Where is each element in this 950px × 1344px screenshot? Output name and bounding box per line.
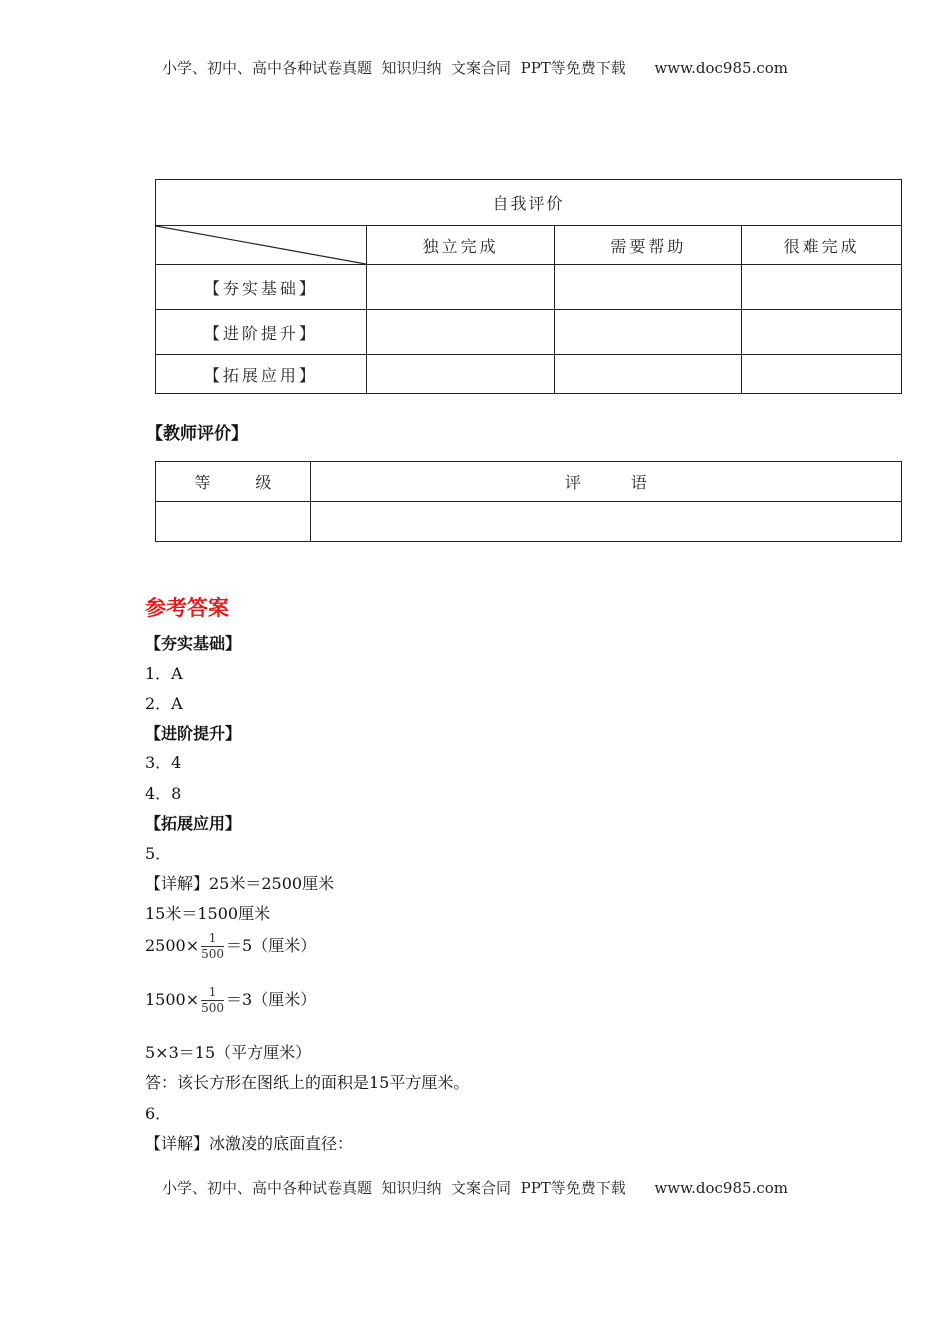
page-footer: 小学、初中、高中各种试卷真题 知识归纳 文案合同 PPT等免费下载 www.doc985.com — [161, 1179, 788, 1197]
page-header: 小学、初中、高中各种试卷真题 知识归纳 文案合同 PPT等免费下载 www.doc985.com — [161, 59, 788, 77]
empty-cell — [742, 310, 902, 355]
grade-header: 等 级 — [156, 462, 311, 502]
fraction: $\frac{1}{500}$ — [201, 931, 225, 961]
empty-cell — [366, 310, 555, 355]
fraction-line: 2500× $\frac{1}{500}$ ＝5（厘米） — [145, 931, 317, 961]
col-header: 独立完成 — [366, 226, 555, 265]
table-row — [156, 265, 902, 310]
empty-cell — [555, 265, 742, 310]
table-row — [156, 310, 902, 355]
teacher-eval-label: 【教师评价】 — [146, 424, 248, 444]
answer-line: 【详解】25米＝2500厘米 — [145, 874, 335, 893]
teacher-evaluation-table — [155, 461, 902, 542]
answer-line: 【详解】冰激凌的底面直径： — [145, 1134, 354, 1153]
comment-cell — [310, 502, 901, 542]
answer-line: 5． — [145, 844, 172, 863]
diagonal-header-cell — [156, 226, 367, 265]
row-label: 【夯实基础】 — [156, 265, 367, 310]
self-evaluation-table — [155, 179, 902, 394]
row-label: 【拓展应用】 — [156, 355, 367, 394]
col-header: 需要帮助 — [555, 226, 742, 265]
diagonal-line — [156, 226, 366, 264]
answer-line: 6． — [145, 1104, 172, 1123]
col-header: 很难完成 — [742, 226, 902, 265]
section-heading: 【进阶提升】 — [145, 724, 242, 743]
fraction-line: 1500× $\frac{1}{500}$ ＝3（厘米） — [145, 985, 317, 1015]
empty-cell — [742, 265, 902, 310]
fraction: $\frac{1}{500}$ — [201, 985, 225, 1015]
answer-line: 3．4 — [145, 753, 182, 772]
comment-header: 评 语 — [310, 462, 901, 502]
empty-cell — [742, 355, 902, 394]
answer-line: 15米＝1500厘米 — [145, 904, 271, 923]
empty-cell — [555, 355, 742, 394]
row-label: 【进阶提升】 — [156, 310, 367, 355]
grade-cell — [156, 502, 311, 542]
self-eval-title: 自我评价 — [156, 180, 902, 226]
answer-line: 1．A — [145, 664, 183, 683]
empty-cell — [366, 265, 555, 310]
answer-line: 4．8 — [145, 784, 182, 803]
section-heading: 【夯实基础】 — [145, 634, 242, 653]
section-heading: 【拓展应用】 — [145, 814, 242, 833]
table-row — [156, 355, 902, 394]
answer-line: 5×3＝15（平方厘米） — [145, 1043, 312, 1062]
answers-title: 参考答案 — [145, 596, 229, 620]
empty-cell — [555, 310, 742, 355]
answer-line: 2．A — [145, 694, 183, 713]
answer-line: 答：该长方形在图纸上的面积是15平方厘米。 — [145, 1073, 470, 1092]
empty-cell — [366, 355, 555, 394]
